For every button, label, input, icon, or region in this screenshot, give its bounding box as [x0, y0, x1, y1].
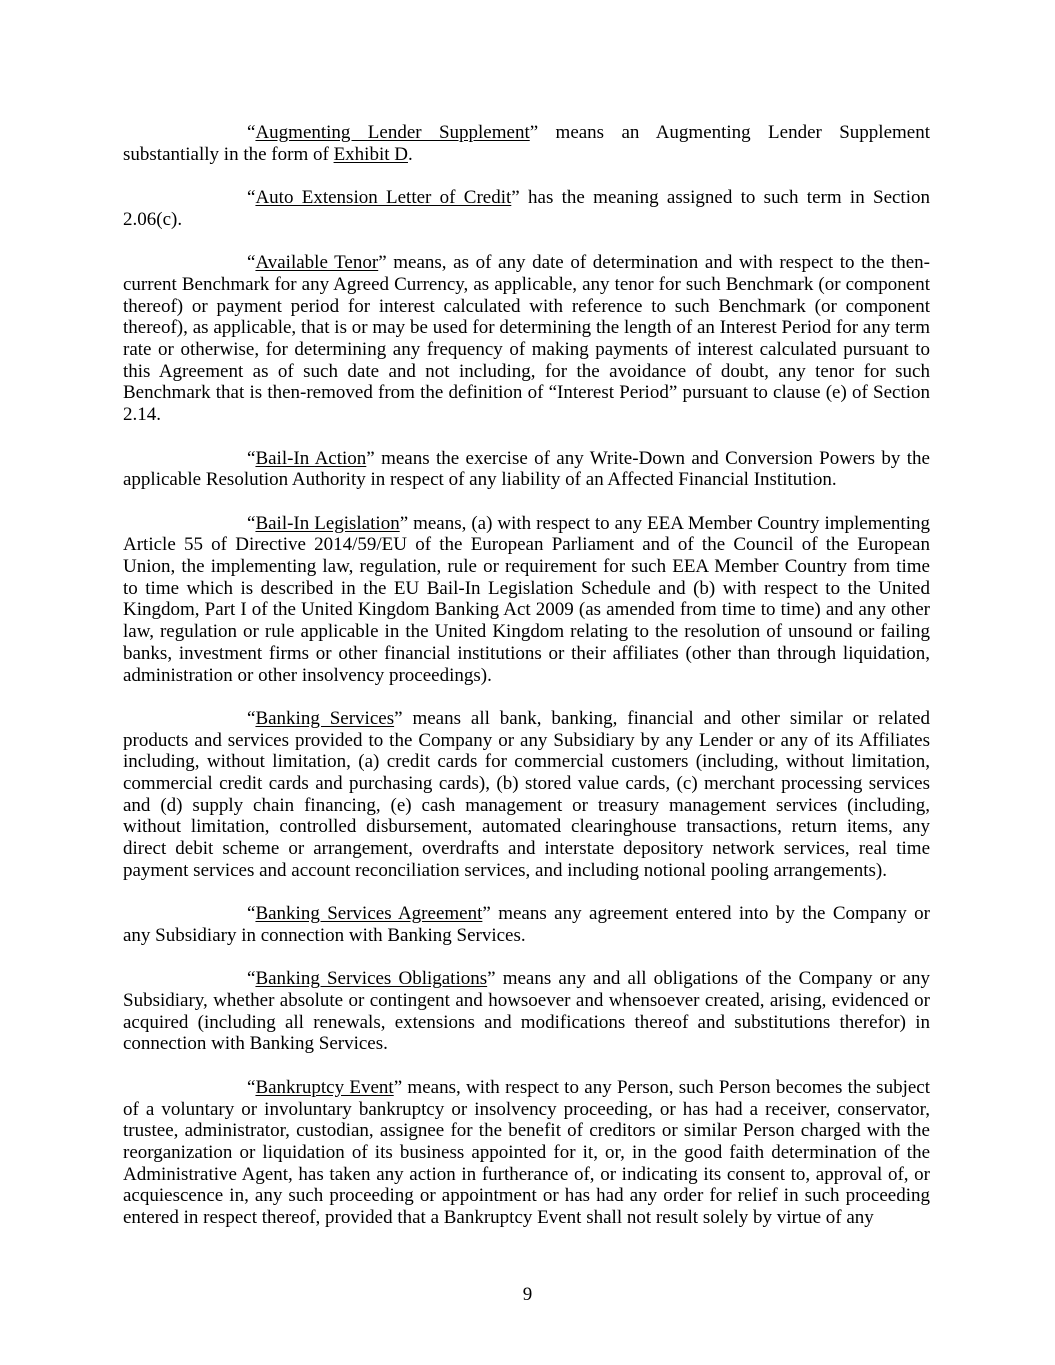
- document-body: [123, 122, 930, 1229]
- paragraph-text: ” means, (a) with respect to any EEA Member Country implementing Article 55 of Directive 2014/59/EU of the European Parliament and of the Council of the European Union, the implementing law, regulation, rule or requirement for such EEA Member Country from time to time which is described in the EU Bail-In Legislation Schedule and (b) with respect to the United Kingdom, Part I of the United Kingdom Banking Act 2009 (as amended from time to time) and any other law, regulation or rule applicable in the United Kingdom relating to the resolution of unsound or failing banks, investment firms or other financial institutions or their affiliates (other than through liquidation, administration or other insolvency proceedings).: [123, 512, 930, 686]
- definition-paragraph: [123, 708, 930, 882]
- paragraph-text: ” means any agreement entered into by the Company or any Subsidiary in connection with Banking Services.: [123, 903, 930, 946]
- defined-term: Banking Services: [255, 707, 395, 729]
- defined-term: Augmenting Lender Supplement: [255, 122, 530, 143]
- paragraph-text: “: [247, 447, 256, 469]
- paragraph-text: ” means, as of any date of determination and with respect to the then-current Benchmark for any Agreed Currency, as applicable, any tenor for such Benchmark (or component thereof) or payment period for interest calculated with reference to such Benchmark (or component thereof), as applicable, that is or may be used for determining the length of an Interest Period for any term rate or otherwise, for determining any frequency of making payments of interest calculated pursuant to this Agreement as of such date and not including, for the avoidance of doubt, any tenor for such Benchmark that is then-removed from the definition of “Interest Period” pursuant to clause (e) of Section 2.14.: [123, 252, 930, 426]
- defined-term: Bail-In Legislation: [255, 512, 400, 534]
- definition-paragraph: [123, 448, 930, 491]
- defined-term: Bail-In Action: [255, 447, 367, 469]
- definition-paragraph: [123, 903, 930, 946]
- paragraph-text: ” means, with respect to any Person, such Person becomes the subject of a voluntary or involuntary bankruptcy or insolvency proceeding, or has had a receiver, conservator, trustee, administrator, custodian, assignee for the benefit of creditors or similar Person charged with the reorganization or liquidation of its business appointed for it, or, in the good faith determination of the Administrative Agent, has taken any action in furtherance of, or indicating its consent to, approval of, or acquiescence in, any such proceeding or appointment or has had any order for relief in such proceeding entered in respect thereof, provided that a Bankruptcy Event shall not result solely by virtue of any: [123, 1076, 930, 1229]
- defined-term: Available Tenor: [255, 252, 379, 274]
- paragraph-text: “: [247, 512, 256, 534]
- paragraph-text: ” means any and all obligations of the Company or any Subsidiary, whether absolute or contingent and howsoever and whensoever created, arising, evidenced or acquired (including all renewals, extensions and modifications thereof and substitutions therefor) in connection with Banking Services.: [123, 968, 930, 1055]
- paragraph-text: ” means the exercise of any Write-Down and Conversion Powers by the applicable Resolution Authority in respect of any liability of an Affected Financial Institution.: [123, 447, 930, 491]
- paragraph-text: “: [247, 122, 256, 143]
- definition-paragraph: [123, 513, 930, 687]
- page-number: 9: [522, 1284, 533, 1305]
- definition-paragraph: [123, 1077, 930, 1229]
- paragraph-text: “: [247, 707, 256, 729]
- definition-paragraph: [123, 187, 930, 230]
- paragraph-text: .: [407, 143, 413, 165]
- paragraph-text: “: [247, 903, 256, 925]
- defined-term: Banking Services Agreement: [255, 903, 483, 925]
- definition-paragraph: [123, 122, 930, 165]
- paragraph-text: ” means an Augmenting Lender Supplement substantially in the form of: [123, 122, 930, 165]
- definition-paragraph: [123, 252, 930, 426]
- defined-term: Banking Services Obligations: [255, 968, 488, 990]
- paragraph-text: “: [247, 187, 256, 209]
- definition-paragraph: [123, 968, 930, 1055]
- paragraph-text: “: [247, 1076, 256, 1098]
- defined-term: Bankruptcy Event: [255, 1076, 394, 1098]
- defined-term: Exhibit D: [333, 143, 408, 165]
- paragraph-text: “: [247, 968, 256, 990]
- paragraph-text: ” has the meaning assigned to such term in Section 2.06(c).: [123, 187, 930, 230]
- defined-term: Auto Extension Letter of Credit: [255, 187, 512, 209]
- paragraph-text: ” means all bank, banking, financial and other similar or related products and services provided to the Company or any Subsidiary by any Lender or any of its Affiliates including, without limitation, (a) credit cards for commercial customers (including, without limitation, commercial credit cards and purchasing cards), (b) stored value cards, (c) merchant processing services and (d) supply chain financing, (e) cash management or treasury management services (including, without limitation, controlled disbursement, automated clearinghouse transactions, return items, any direct debit scheme or arrangement, overdrafts and interstate depository network services, real time payment services and account reconciliation services, and including notional pooling arrangements).: [123, 707, 930, 881]
- paragraph-text: “: [247, 252, 256, 274]
